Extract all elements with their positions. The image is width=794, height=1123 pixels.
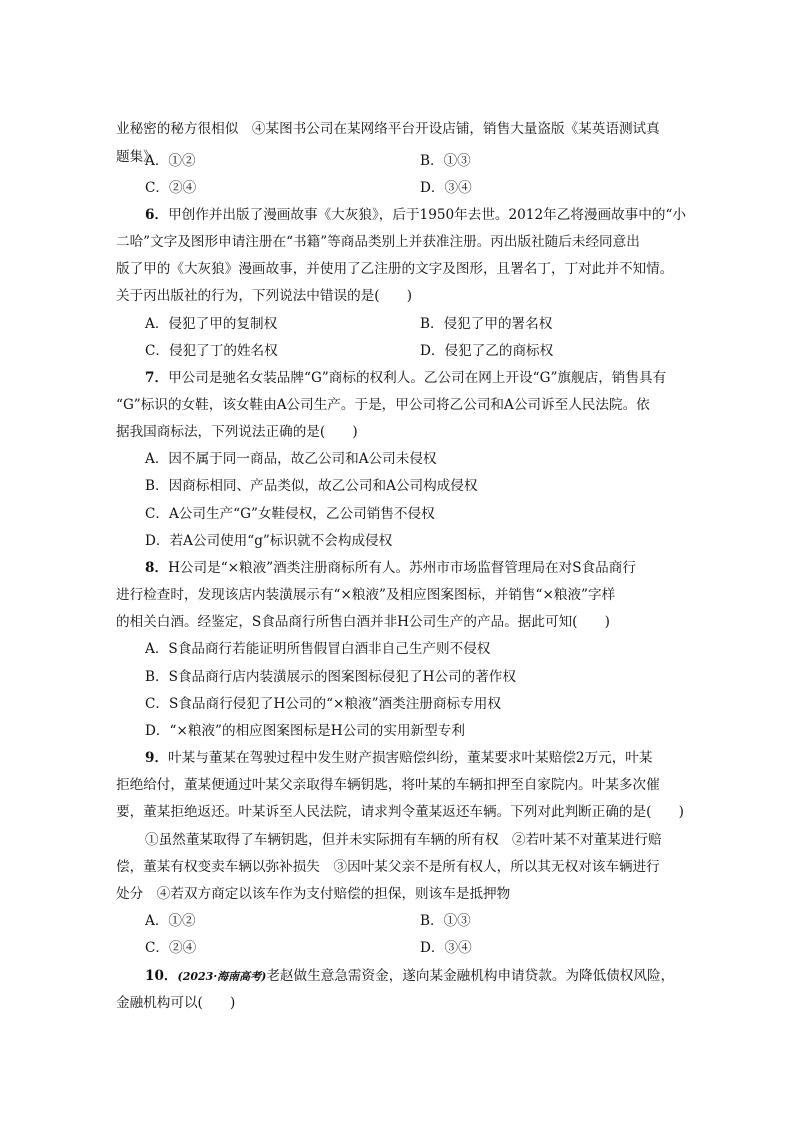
q8-stem-line-3: 的相关白酒。经鉴定，S食品商行所售白酒并非H公司生产的产品。据此可知( ) — [116, 614, 610, 630]
q10-number: 10． — [145, 968, 178, 984]
q5-option-d: D．③④ — [420, 180, 472, 196]
q7-option-a: A．因不属于同一商品，故乙公司和A公司未侵权 — [145, 451, 437, 467]
q7-stem-line-3: 据我国商标法，下列说法正确的是( ) — [116, 424, 358, 440]
q8-option-c: C．S食品商行侵犯了H公司的“×粮液”酒类注册商标专用权 — [145, 696, 501, 712]
q9-stem-text-1: 叶某与董某在驾驶过程中发生财产损害赔偿纠纷，董某要求叶某赔偿2万元，叶某 — [168, 750, 653, 766]
q9-statement-line-2: 偿，董某有权变卖车辆以弥补损失 ③因叶某父亲不是所有权人，所以其无权对该车辆进行 — [116, 859, 660, 875]
q9-option-c: C．②④ — [145, 940, 197, 956]
q8-option-b: B．S食品商行店内装潢展示的图案图标侵犯了H公司的著作权 — [145, 669, 516, 685]
q8-stem-text-1: H公司是“×粮液”酒类注册商标所有人。苏州市市场监督管理局在对S食品商行 — [168, 560, 636, 576]
q6-stem-text-1: 甲创作并出版了漫画故事《大灰狼》，后于1950年去世。2012年乙将漫画故事中的“小 — [168, 207, 686, 223]
q8-number: 8． — [145, 560, 169, 576]
q7-option-b: B．因商标相同、产品类似，故乙公司和A公司构成侵权 — [145, 478, 478, 494]
q9-option-d: D．③④ — [420, 940, 472, 956]
q6-stem-line-3: 版了甲的《大灰狼》漫画故事，并使用了乙注册的文字及图形，且署名丁，丁对此并不知情。 — [116, 261, 674, 277]
q9-number: 9． — [145, 750, 169, 766]
q9-option-b: B．①③ — [420, 913, 471, 929]
q8-option-a: A．S食品商行若能证明所售假冒白酒非自己生产则不侵权 — [145, 641, 491, 657]
q8-option-d: D．“×粮液”的相应图案图标是H公司的实用新型专利 — [145, 723, 465, 739]
q7-stem-line-2: “G”标识的女鞋，该女鞋由A公司生产。于是，甲公司将乙公司和A公司诉至人民法院。依 — [116, 397, 650, 413]
q5-stem-line-2: 题集》 — [116, 149, 157, 165]
q9-stem-line-1 — [145, 749, 709, 767]
q6-stem-line-4: 关于丙出版社的行为，下列说法中错误的是( ) — [116, 288, 413, 304]
q7-stem-line-1 — [145, 369, 709, 387]
q6-option-c: C．侵犯了丁的姓名权 — [145, 343, 278, 359]
q6-stem-line-1 — [145, 206, 709, 224]
q6-stem-line-2: 二哈”文字及图形申请注册在“书籍”等商品类别上并获准注册。丙出版社随后未经同意出 — [116, 234, 640, 250]
q6-number: 6． — [145, 207, 169, 223]
q10-stem-line-2: 金融机构可以( ) — [116, 995, 236, 1011]
q9-stem-line-3: 要，董某拒绝返还。叶某诉至人民法院，请求判令董某返还车辆。下列对此判断正确的是( ) — [116, 804, 684, 820]
q5-option-c: C．②④ — [145, 180, 197, 196]
q9-statement-line-1: ①虽然董某取得了车辆钥匙，但并未实际拥有车辆的所有权 ②若叶某不对董某进行赔 — [145, 832, 662, 848]
q9-option-a: A．①② — [145, 913, 196, 929]
q9-stem-line-2: 拒绝给付，董某便通过叶某父亲取得车辆钥匙，将叶某的车辆扣押至自家院内。叶某多次催 — [116, 777, 660, 793]
q7-option-c: C．A公司生产“G”女鞋侵权，乙公司销售不侵权 — [145, 506, 435, 522]
q6-option-b: B．侵犯了甲的署名权 — [420, 316, 553, 332]
q10-stem-text-1: 老赵做生意急需资金，遂向某金融机构申请贷款。为降低债权风险， — [266, 968, 675, 984]
q9-statement-line-3: 处分 ④若双方商定以该车作为支付赔偿的担保，则该车是抵押物 — [116, 886, 511, 902]
q8-stem-line-2: 进行检查时，发现该店内装潢展示有“×粮液”及相应图案图标，并销售“×粮液”字样 — [116, 587, 616, 603]
q10-stem-line-1 — [145, 967, 709, 986]
q5-option-a: A．①② — [145, 153, 196, 169]
q6-option-d: D．侵犯了乙的商标权 — [420, 343, 554, 359]
q6-option-a: A．侵犯了甲的复制权 — [145, 316, 278, 332]
q8-stem-line-1 — [145, 559, 709, 577]
q7-number: 7． — [145, 370, 169, 386]
q5-stem-line-1: 业秘密的秘方很相似 ④某图书公司在某网络平台开设店铺，销售大量盗版《某英语测试真 — [116, 121, 660, 137]
q5-option-b: B．①③ — [420, 153, 471, 169]
q10-source: (2023·海南高考) — [177, 970, 267, 983]
q7-stem-text-1: 甲公司是驰名女装品牌“G”商标的权利人。乙公司在网上开设“G”旗舰店，销售具有 — [168, 370, 667, 386]
q7-option-d: D．若A公司使用“g”标识就不会构成侵权 — [145, 533, 393, 549]
